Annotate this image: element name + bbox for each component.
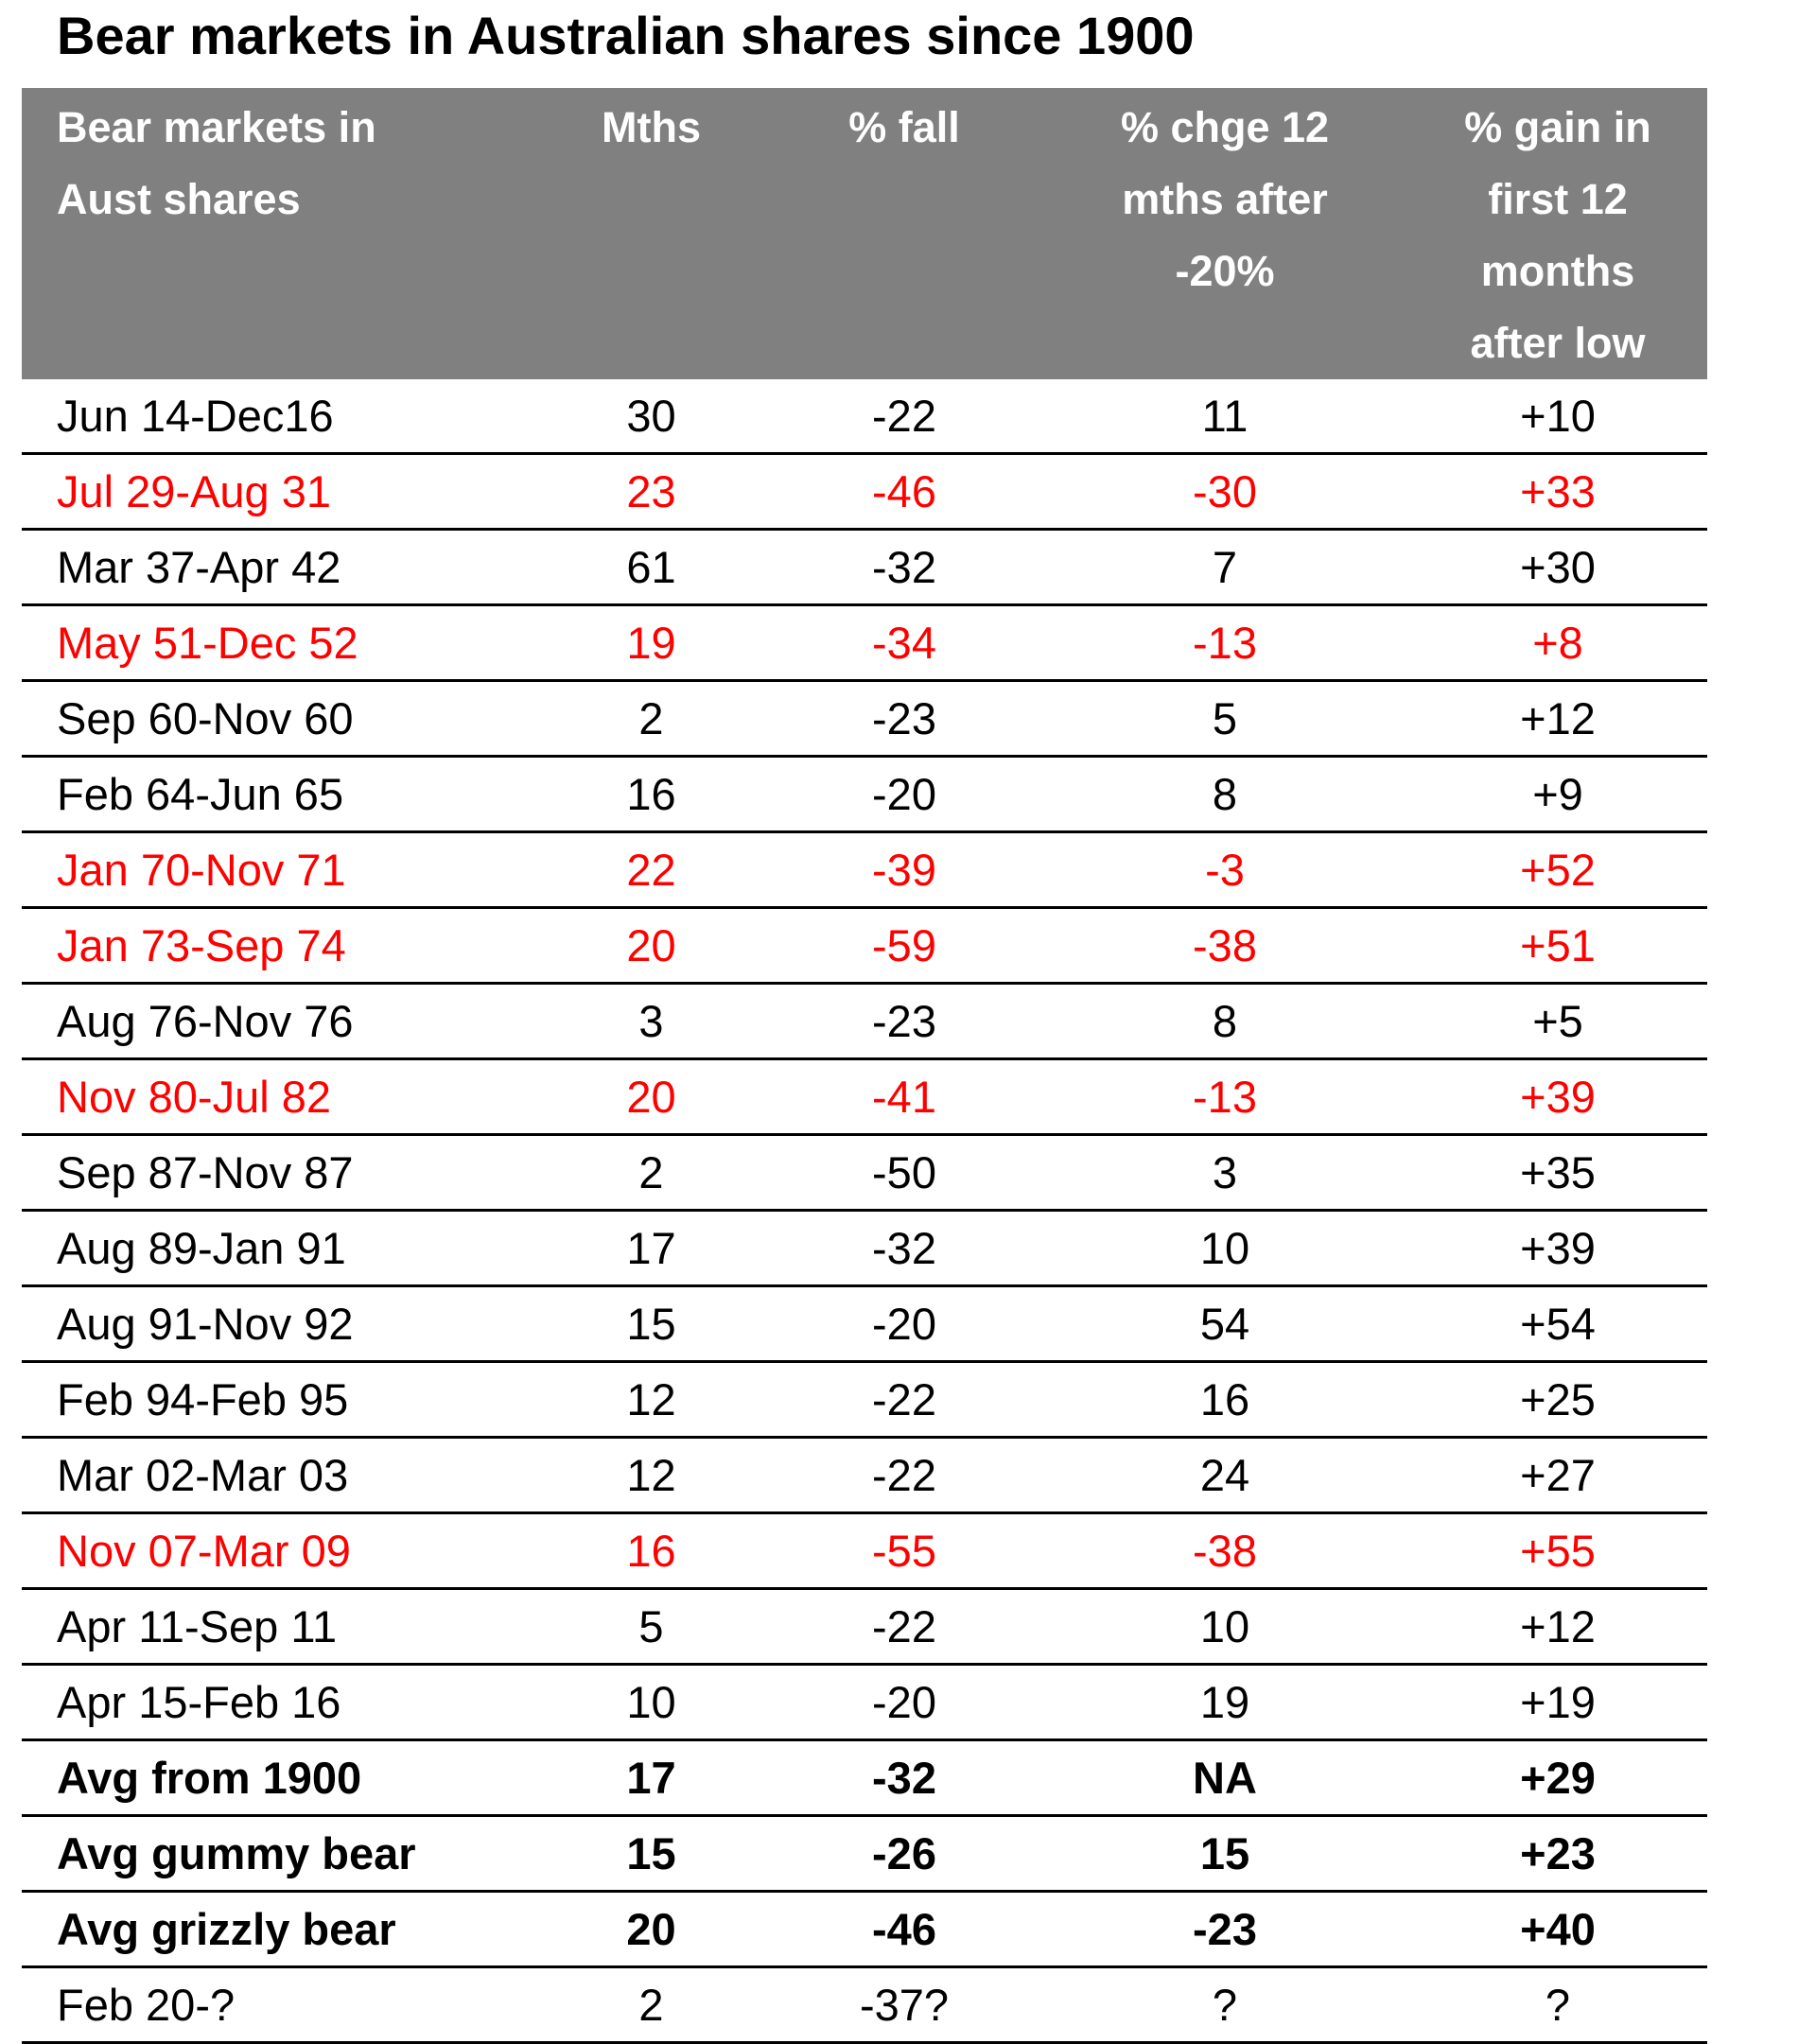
cell-pct-fall: -22 (767, 379, 1041, 454)
column-header-months (535, 88, 767, 379)
cell-pct-change-12m: 8 (1041, 757, 1408, 832)
table-row (22, 1892, 1707, 1967)
cell-pct-change-12m: 7 (1041, 530, 1408, 605)
column-header-pct-change-12m (1041, 88, 1408, 379)
table-row (22, 908, 1707, 984)
cell-pct-fall: -32 (767, 530, 1041, 605)
column-header-line: Aust shares (57, 175, 301, 223)
cell-pct-gain-12m: +8 (1408, 605, 1707, 681)
cell-months: 15 (535, 1286, 767, 1362)
cell-pct-change-12m: -38 (1041, 1513, 1408, 1589)
column-header-line: % chge 12 (1120, 103, 1330, 151)
table-row (22, 1816, 1707, 1892)
cell-pct-fall: -41 (767, 1059, 1041, 1135)
cell-pct-fall: -46 (767, 1892, 1041, 1967)
cell-period: Apr 11-Sep 11 (22, 1589, 535, 1665)
cell-period: Feb 20-? (22, 1967, 535, 2043)
table-row (22, 1362, 1707, 1438)
cell-pct-fall: -34 (767, 605, 1041, 681)
cell-pct-gain-12m: +35 (1408, 1135, 1707, 1211)
cell-pct-gain-12m: +27 (1408, 1438, 1707, 1513)
cell-period: Jul 29-Aug 31 (22, 454, 535, 530)
cell-period: Sep 87-Nov 87 (22, 1135, 535, 1211)
table-row (22, 757, 1707, 832)
cell-months: 17 (535, 1211, 767, 1286)
bear-markets-table (22, 88, 1707, 2044)
cell-months: 23 (535, 454, 767, 530)
cell-months: 20 (535, 1892, 767, 1967)
table-row (22, 1589, 1707, 1665)
cell-pct-gain-12m: +51 (1408, 908, 1707, 984)
column-header-line: Bear markets in (57, 103, 376, 151)
cell-months: 16 (535, 757, 767, 832)
cell-period: Aug 76-Nov 76 (22, 984, 535, 1059)
column-header-line: mths after (1122, 175, 1328, 223)
table-row (22, 1059, 1707, 1135)
cell-pct-fall: -23 (767, 681, 1041, 757)
cell-pct-change-12m: -23 (1041, 1892, 1408, 1967)
cell-period: Jan 73-Sep 74 (22, 908, 535, 984)
table-row (22, 984, 1707, 1059)
cell-months: 10 (535, 1665, 767, 1740)
column-header-line: months (1480, 247, 1635, 295)
cell-period: Mar 02-Mar 03 (22, 1438, 535, 1513)
table-row (22, 1740, 1707, 1816)
cell-pct-fall: -22 (767, 1438, 1041, 1513)
cell-pct-fall: -50 (767, 1135, 1041, 1211)
cell-pct-fall: -22 (767, 1362, 1041, 1438)
cell-pct-change-12m: 5 (1041, 681, 1408, 757)
cell-period: Mar 37-Apr 42 (22, 530, 535, 605)
table-row (22, 1438, 1707, 1513)
cell-pct-gain-12m: +12 (1408, 1589, 1707, 1665)
header-row (22, 88, 1707, 379)
table-row (22, 379, 1707, 454)
column-header-line: -20% (1175, 247, 1275, 295)
cell-period: Avg from 1900 (22, 1740, 535, 1816)
table-header (22, 88, 1707, 379)
cell-period: Aug 89-Jan 91 (22, 1211, 535, 1286)
cell-months: 2 (535, 681, 767, 757)
cell-pct-change-12m: 19 (1041, 1665, 1408, 1740)
table-body (22, 379, 1707, 2043)
table-row (22, 454, 1707, 530)
cell-months: 15 (535, 1816, 767, 1892)
table-row (22, 681, 1707, 757)
cell-period: May 51-Dec 52 (22, 605, 535, 681)
cell-period: Nov 07-Mar 09 (22, 1513, 535, 1589)
cell-pct-gain-12m: +10 (1408, 379, 1707, 454)
table-row (22, 1211, 1707, 1286)
table-row (22, 1665, 1707, 1740)
cell-pct-fall: -26 (767, 1816, 1041, 1892)
cell-pct-gain-12m: +52 (1408, 832, 1707, 908)
cell-months: 2 (535, 1967, 767, 2043)
cell-months: 30 (535, 379, 767, 454)
column-header-line: % gain in (1464, 103, 1651, 151)
cell-months: 20 (535, 1059, 767, 1135)
cell-pct-fall: -37? (767, 1967, 1041, 2043)
cell-pct-change-12m: 10 (1041, 1211, 1408, 1286)
cell-period: Jan 70-Nov 71 (22, 832, 535, 908)
table-row (22, 1967, 1707, 2043)
table-row (22, 530, 1707, 605)
cell-pct-fall: -32 (767, 1740, 1041, 1816)
cell-pct-change-12m: -13 (1041, 605, 1408, 681)
cell-pct-change-12m: 54 (1041, 1286, 1408, 1362)
cell-period: Sep 60-Nov 60 (22, 681, 535, 757)
column-header-pct-fall (767, 88, 1041, 379)
cell-period: Avg gummy bear (22, 1816, 535, 1892)
cell-pct-fall: -59 (767, 908, 1041, 984)
cell-pct-fall: -32 (767, 1211, 1041, 1286)
cell-pct-gain-12m: +12 (1408, 681, 1707, 757)
cell-pct-change-12m: ? (1041, 1967, 1408, 2043)
cell-period: Avg grizzly bear (22, 1892, 535, 1967)
cell-months: 16 (535, 1513, 767, 1589)
table-row (22, 605, 1707, 681)
column-header-line: after low (1470, 319, 1646, 367)
cell-pct-change-12m: -30 (1041, 454, 1408, 530)
cell-period: Feb 64-Jun 65 (22, 757, 535, 832)
cell-period: Nov 80-Jul 82 (22, 1059, 535, 1135)
cell-pct-gain-12m: +25 (1408, 1362, 1707, 1438)
cell-pct-change-12m: 8 (1041, 984, 1408, 1059)
cell-period: Aug 91-Nov 92 (22, 1286, 535, 1362)
column-header-line: first 12 (1488, 175, 1628, 223)
cell-pct-change-12m: -38 (1041, 908, 1408, 984)
cell-months: 5 (535, 1589, 767, 1665)
cell-pct-change-12m: 10 (1041, 1589, 1408, 1665)
cell-pct-gain-12m: ? (1408, 1967, 1707, 2043)
cell-pct-gain-12m: +9 (1408, 757, 1707, 832)
table-row (22, 832, 1707, 908)
cell-months: 2 (535, 1135, 767, 1211)
cell-pct-gain-12m: +39 (1408, 1211, 1707, 1286)
cell-months: 12 (535, 1362, 767, 1438)
cell-pct-fall: -55 (767, 1513, 1041, 1589)
cell-pct-gain-12m: +29 (1408, 1740, 1707, 1816)
cell-pct-fall: -20 (767, 1665, 1041, 1740)
table-row (22, 1286, 1707, 1362)
cell-period: Jun 14-Dec16 (22, 379, 535, 454)
cell-months: 19 (535, 605, 767, 681)
cell-pct-fall: -23 (767, 984, 1041, 1059)
column-header-pct-gain-12m (1408, 88, 1707, 379)
column-header-period (22, 88, 535, 379)
cell-pct-fall: -20 (767, 757, 1041, 832)
cell-pct-change-12m: 15 (1041, 1816, 1408, 1892)
cell-pct-fall: -22 (767, 1589, 1041, 1665)
cell-pct-change-12m: 11 (1041, 379, 1408, 454)
cell-pct-fall: -20 (767, 1286, 1041, 1362)
cell-pct-gain-12m: +40 (1408, 1892, 1707, 1967)
column-header-line: % fall (848, 103, 960, 151)
cell-pct-change-12m: -3 (1041, 832, 1408, 908)
cell-pct-change-12m: -13 (1041, 1059, 1408, 1135)
cell-pct-gain-12m: +39 (1408, 1059, 1707, 1135)
cell-months: 12 (535, 1438, 767, 1513)
cell-period: Apr 15-Feb 16 (22, 1665, 535, 1740)
cell-months: 17 (535, 1740, 767, 1816)
cell-pct-fall: -39 (767, 832, 1041, 908)
page-title: Bear markets in Australian shares since 1900 (57, 6, 1195, 65)
cell-pct-change-12m: 3 (1041, 1135, 1408, 1211)
cell-pct-change-12m: NA (1041, 1740, 1408, 1816)
cell-months: 61 (535, 530, 767, 605)
table-row (22, 1513, 1707, 1589)
cell-pct-gain-12m: +33 (1408, 454, 1707, 530)
cell-pct-gain-12m: +30 (1408, 530, 1707, 605)
cell-pct-gain-12m: +23 (1408, 1816, 1707, 1892)
cell-pct-change-12m: 24 (1041, 1438, 1408, 1513)
column-header-line: Mths (602, 103, 701, 151)
cell-pct-change-12m: 16 (1041, 1362, 1408, 1438)
cell-months: 3 (535, 984, 767, 1059)
cell-months: 22 (535, 832, 767, 908)
cell-pct-gain-12m: +54 (1408, 1286, 1707, 1362)
cell-pct-gain-12m: +55 (1408, 1513, 1707, 1589)
cell-pct-fall: -46 (767, 454, 1041, 530)
cell-months: 20 (535, 908, 767, 984)
cell-pct-gain-12m: +5 (1408, 984, 1707, 1059)
table-row (22, 1135, 1707, 1211)
cell-period: Feb 94-Feb 95 (22, 1362, 535, 1438)
cell-pct-gain-12m: +19 (1408, 1665, 1707, 1740)
